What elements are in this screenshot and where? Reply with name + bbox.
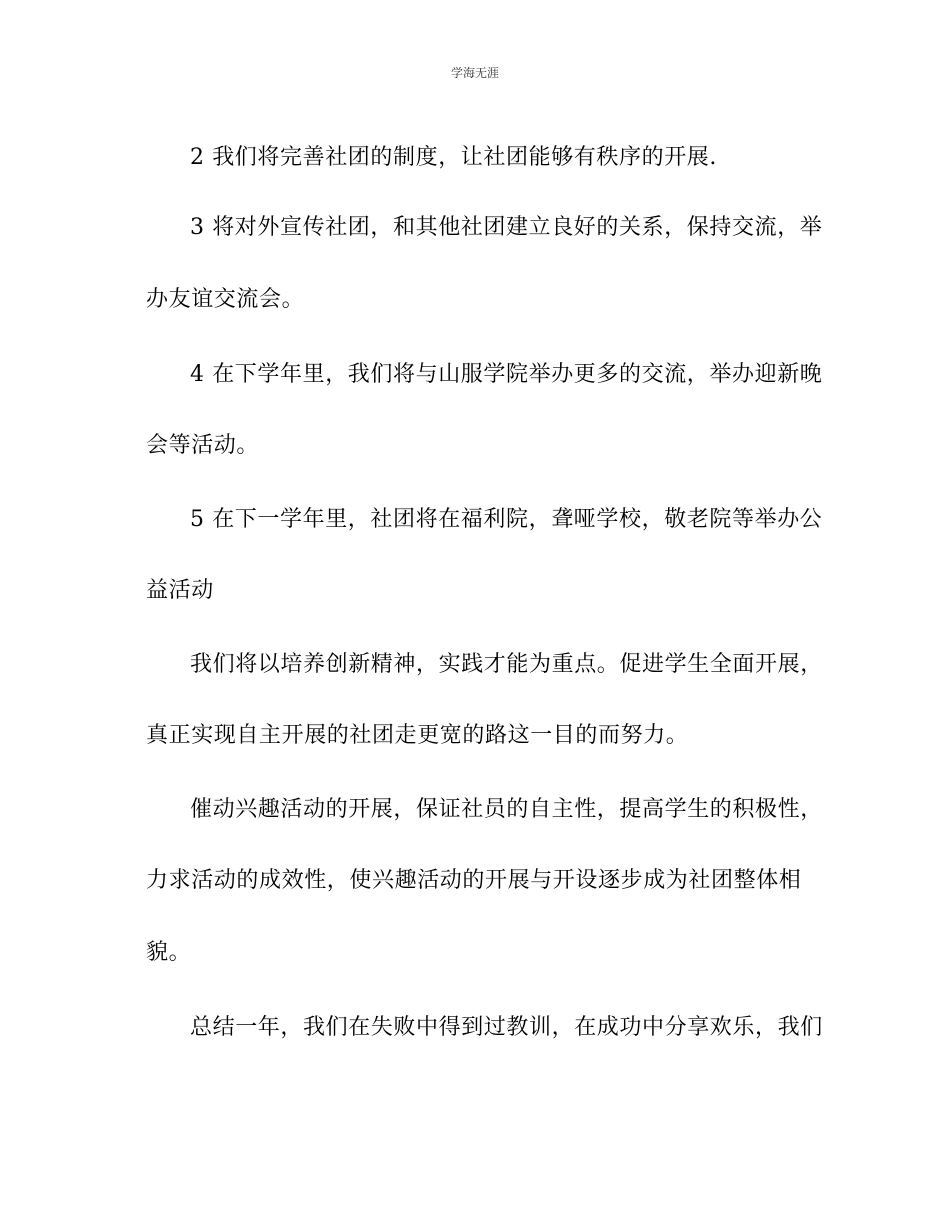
paragraph-line: 2 我们将完善社团的制度，让社团能够有秩序的开展.: [190, 145, 717, 170]
paragraph-line: 会等活动。: [146, 433, 260, 458]
paragraph-line: 5 在下一学年里，社团将在福利院，聋哑学校，敬老院等举办公: [190, 507, 823, 532]
paragraph-line: 总结一年，我们在失败中得到过教训，在成功中分享欢乐，我们: [190, 1015, 823, 1040]
paragraph-line: 4 在下学年里，我们将与山服学院举办更多的交流，举办迎新晚: [190, 362, 823, 387]
paragraph-line: 真正实现自主开展的社团走更宽的路这一目的而努力。: [146, 723, 689, 748]
page-header: 学海无涯: [450, 66, 499, 80]
paragraph-line: 力求活动的成效性，使兴趣活动的开展与开设逐步成为社团整体相: [146, 868, 802, 893]
paragraph-line: 催动兴趣活动的开展，保证社员的自主性，提高学生的积极性，: [190, 797, 823, 822]
paragraph-line: 益活动: [146, 578, 214, 603]
paragraph-line: 3 将对外宣传社团，和其他社团建立良好的关系，保持交流，举: [190, 215, 823, 240]
paragraph-line: 貌。: [146, 940, 192, 965]
paragraph-line: 办友谊交流会。: [146, 287, 305, 312]
paragraph-line: 我们将以培养创新精神，实践才能为重点。促进学生全面开展，: [190, 652, 823, 677]
